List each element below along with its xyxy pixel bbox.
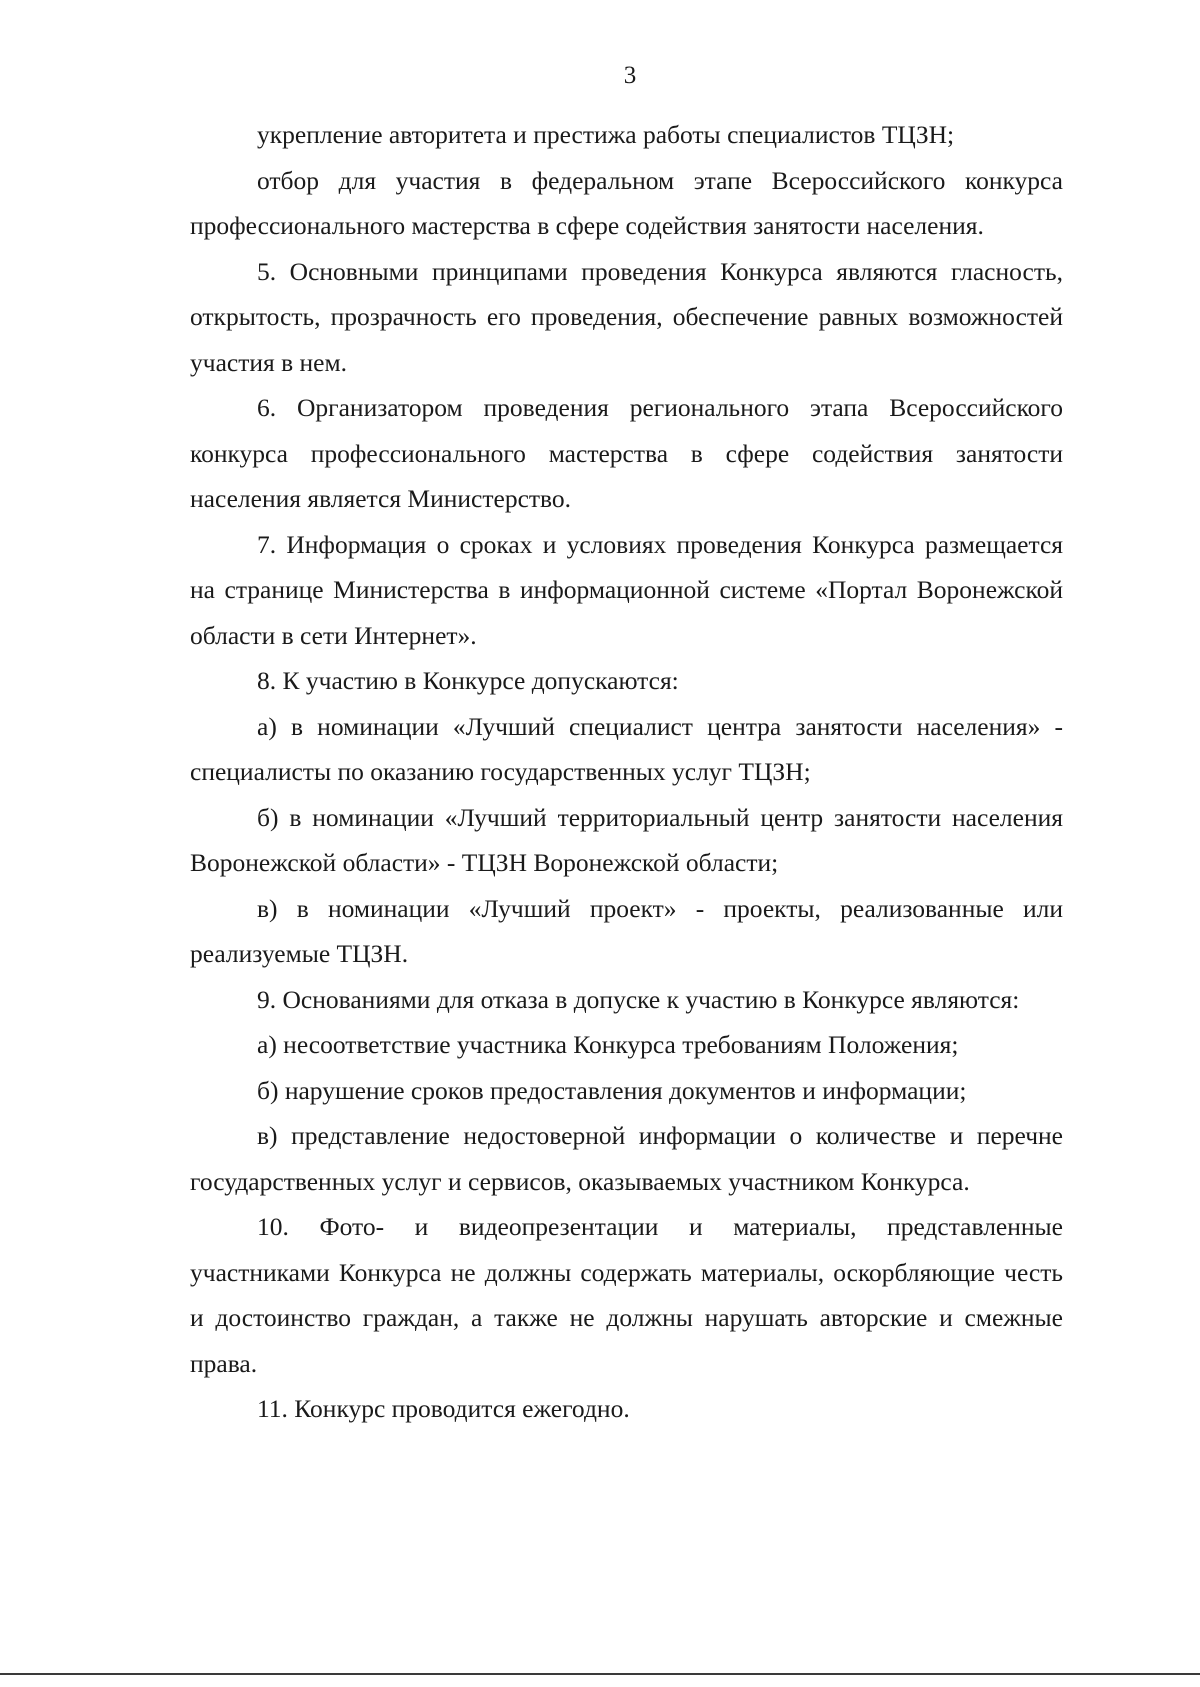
document-body <box>190 112 1063 1432</box>
paragraph-federal-selection: отбор для участия в федеральном этапе Всероссийского конкурса профессионального мастерства в сфере содействия занятости населения. <box>190 165 1063 240</box>
paragraph-8b-best-center: б) в номинации «Лучший территориальный центр занятости населения Воронежской области» - ТЦЗН Воронежской области; <box>190 802 1063 877</box>
paragraph-8-admission: 8. К участию в Конкурсе допускаются: <box>257 666 679 695</box>
page-number: 3 <box>623 62 637 89</box>
paragraph-prestige: укрепление авторитета и престижа работы специалистов ТЦЗН; <box>257 120 955 149</box>
paragraph-7-information: 7. Информация о сроках и условиях проведения Конкурса размещается на странице Министерства в информационной системе «Портал Воронежской области в сети Интернет». <box>190 529 1063 650</box>
paragraph-11-annual: 11. Конкурс проводится ежегодно. <box>257 1394 630 1423</box>
paragraph-8a-best-specialist: а) в номинации «Лучший специалист центра занятости населения» - специалисты по оказанию государственных услуг ТЦЗН; <box>190 711 1063 786</box>
paragraph-8c-best-project: в) в номинации «Лучший проект» - проекты, реализованные или реализуемые ТЦЗН. <box>190 893 1063 968</box>
bottom-rule <box>0 1673 1200 1675</box>
paragraph-9b-deadlines: б) нарушение сроков предоставления документов и информации; <box>257 1075 967 1105</box>
paragraph-9c-false-information: в) представление недостоверной информации о количестве и перечне государственных услуг и сервисов, оказываемых участником Конкурса. <box>190 1121 1063 1196</box>
paragraph-9a-nonconformity: а) несоответствие участника Конкурса требованиям Положения; <box>257 1030 959 1059</box>
paragraph-6-organizer: 6. Организатором проведения регионального этапа Всероссийского конкурса профессионального мастерства в сфере содействия занятости населения является Министерство. <box>190 393 1063 513</box>
paragraph-5-principles: 5. Основными принципами проведения Конкурса являются гласность, открытость, прозрачность его проведения, обеспечение равных возможностей участия в нем. <box>190 256 1063 377</box>
paragraph-10-materials: 10. Фото- и видеопрезентации и материалы, представленные участниками Конкурса не должны содержать материалы, оскорбляющие честь и достоинство граждан, а также не должны нарушать авторские и смежные права. <box>190 1212 1063 1378</box>
paragraph-9-refusal-grounds: 9. Основаниями для отказа в допуске к участию в Конкурсе являются: <box>257 984 1020 1014</box>
